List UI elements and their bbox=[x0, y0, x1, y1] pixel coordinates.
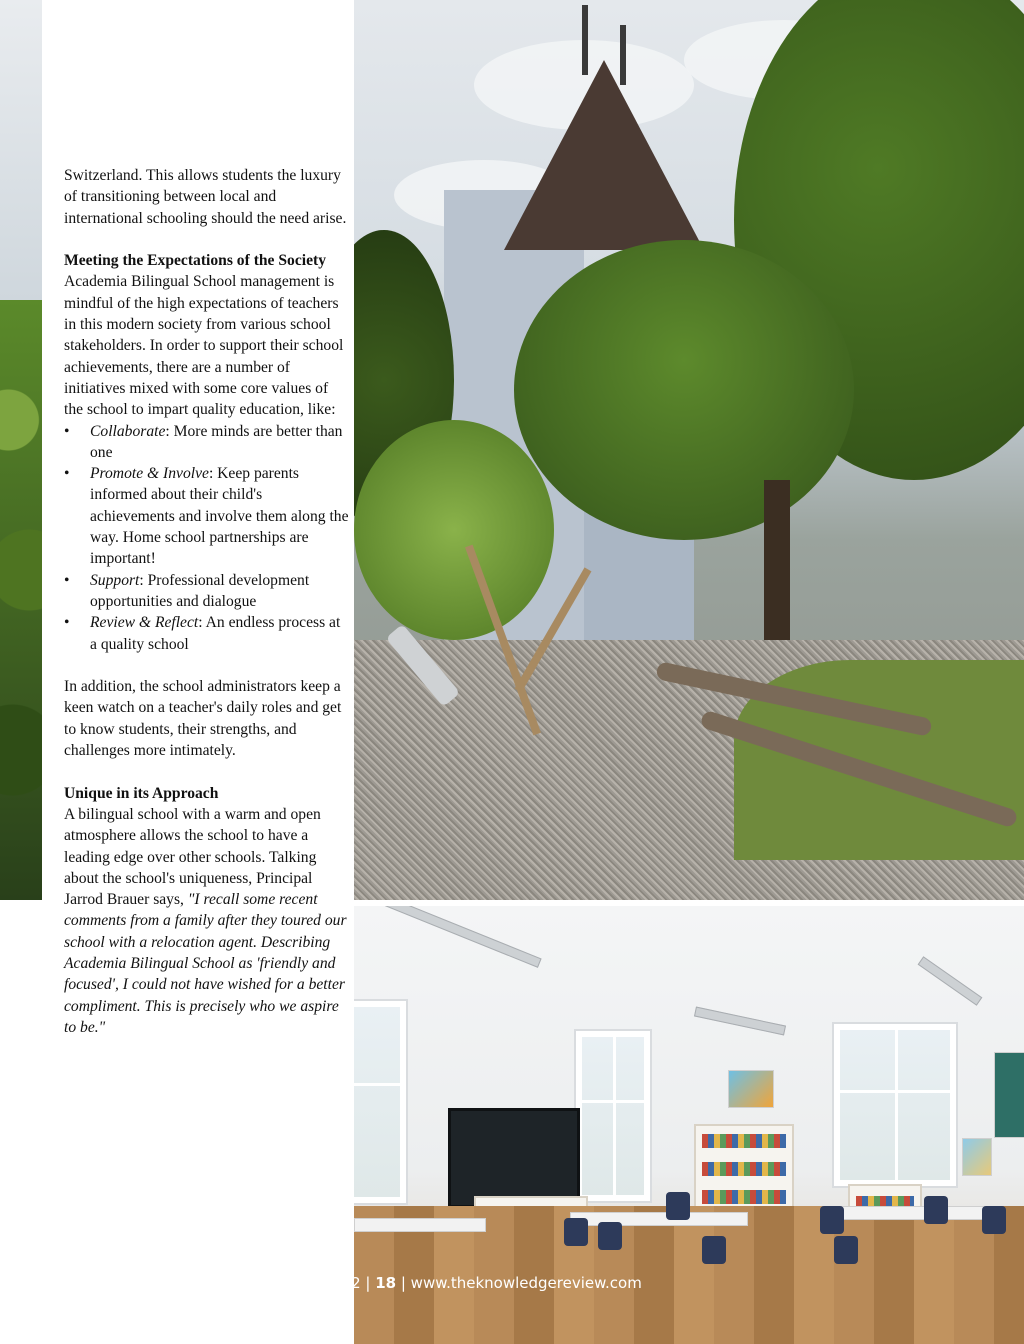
section-body-expectations: Academia Bilingual School management is mindful of the high expectations of teachers in this modern society from various school stakeholders. In order to support their school achievements, there are a number of initiatives mixed with some core values of the school to impart quality education, like: bbox=[64, 273, 344, 419]
list-item: • Review & Reflect: An endless process at a quality school bbox=[64, 612, 349, 655]
principal-quote: "I recall some recent comments from a family after they toured our school with a relocation agent. Describing Academia Bilingual School as 'friendly and focused', I could not have wished for a better compliment. This is precisely who we aspire to be." bbox=[64, 891, 347, 1036]
section-body-unique: A bilingual school with a warm and open atmosphere allows the school to have a leading edge over other schools. Talking about the school's uniqueness, Principal Jarrod Brauer says, "I recall some recent comments from a family after they toured our school with a relocation agent. Describing Academia Bilingual School as 'friendly and focused', I could not have wished for a better compliment. This is precisely who we aspire to be." bbox=[64, 805, 347, 1036]
school-building-photo bbox=[354, 0, 1024, 900]
section-heading-expectations: Meeting the Expectations of the Society bbox=[64, 252, 327, 270]
left-photo-strip bbox=[0, 0, 42, 900]
list-item: • Promote & Involve: Keep parents informed about their child's achievements and involve them along the way. Home school partnerships are important! bbox=[64, 463, 349, 569]
text-column bbox=[42, 0, 354, 1344]
article-body bbox=[64, 165, 349, 1038]
page-footer: June 2022 | 18 | www.theknowledgereview.com bbox=[285, 1274, 642, 1292]
section-heading-unique: Unique in its Approach bbox=[64, 784, 219, 802]
intro-paragraph: Switzerland. This allows students the luxury of transitioning between local and international schooling should the need arise. bbox=[64, 167, 347, 227]
followup-paragraph: In addition, the school administrators keep a keen watch on a teacher's daily roles and get to know students, their strengths, and challenges more intimately. bbox=[64, 678, 342, 760]
initiatives-list bbox=[64, 421, 349, 655]
list-item: • Support: Professional development opportunities and dialogue bbox=[64, 570, 349, 613]
footer-website[interactable]: www.theknowledgereview.com bbox=[410, 1274, 642, 1292]
list-item: • Collaborate: More minds are better than one bbox=[64, 421, 349, 464]
page-number: 18 bbox=[375, 1274, 397, 1292]
footer-date: June 2022 bbox=[285, 1274, 361, 1292]
